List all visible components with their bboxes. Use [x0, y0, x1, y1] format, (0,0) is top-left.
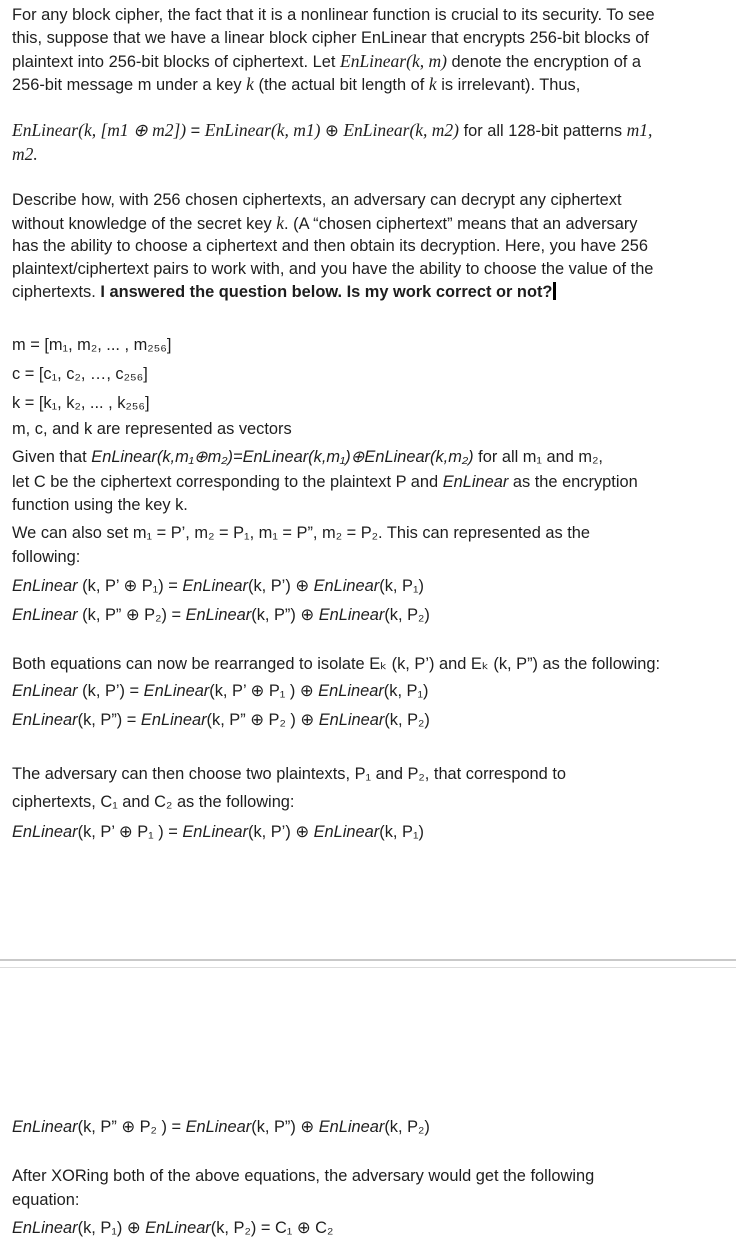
intro-line-4 [12, 73, 580, 97]
enlinear-label: EnLinear [313, 577, 380, 595]
eq-text: (k, P₂) [384, 1118, 430, 1136]
question-text: . (A “chosen ciphertext” means that an adversary [284, 215, 638, 233]
given-line [12, 446, 603, 469]
enlinear-label: EnLinear [12, 711, 78, 729]
question-line-5 [12, 281, 556, 304]
answer-text: Given that [12, 448, 92, 466]
enlinear-label: EnLinear [140, 711, 207, 729]
eq-text: (k, P”) = [77, 711, 141, 729]
k-vector: k = [k₁, k₂, ... , k₂₅₆] [12, 394, 150, 412]
math-r1: EnLinear(k, m1) [204, 120, 321, 140]
equation-2 [12, 604, 430, 627]
function-line: function using the key k. [12, 496, 188, 514]
enlinear-label: EnLinear [143, 682, 210, 700]
page-separator [0, 967, 736, 968]
enlinear-label: EnLinear [12, 577, 78, 595]
intro-line-1: For any block cipher, the fact that it is a nonlinear function is crucial to its security. To see [12, 6, 655, 24]
eq-text: (k, P₂) [384, 606, 430, 624]
enlinear-label: EnLinear [318, 682, 384, 700]
eq-text: (k, P’) = [77, 682, 144, 700]
enlinear-label: EnLinear [12, 1219, 78, 1237]
eq-text: (k, P₂) [384, 711, 430, 729]
enlinear-label: EnLinear [12, 1118, 78, 1136]
equation-1 [12, 575, 424, 598]
math-k: k [276, 213, 285, 233]
math-r2: EnLinear(k, m2) [343, 120, 460, 140]
eq-text: (k, P” ⊕ P₂ ) ⊕ [206, 711, 319, 729]
enlinear-label: EnLinear [12, 823, 78, 841]
math-enlinear: EnLinear(k, m) [340, 51, 447, 71]
eq-text: (k, P’ ⊕ P₁) = [77, 577, 183, 595]
eq-text: (k, P₁) [379, 577, 424, 595]
question-bold: I answered the question below. Is my work correct or not? [100, 283, 553, 301]
equation-3 [12, 680, 428, 703]
intro-text: plaintext into 256-bit blocks of ciphertext. Let [12, 53, 340, 71]
eq-text: (k, P₁) [379, 823, 424, 841]
vectors-note: m, c, and k are represented as vectors [12, 420, 292, 438]
eq-text: (k, P’ ⊕ P₁ ) = [77, 823, 183, 841]
question-text: without knowledge of the secret key [12, 215, 277, 233]
eq-text: (k, P₂) = C₁ ⊕ C₂ [210, 1219, 334, 1237]
eq-text: (k, P” ⊕ P₂ ) = [77, 1118, 186, 1136]
intro-text: is irrelevant). Thus, [436, 76, 581, 94]
question-line-4: plaintext/ciphertext pairs to work with, and you have the ability to choose the value of the [12, 260, 654, 278]
enlinear-label: EnLinear [313, 823, 380, 841]
enlinear-label: EnLinear [185, 1118, 252, 1136]
eq-text: (k, P’) ⊕ [247, 577, 314, 595]
math-k: k [246, 74, 254, 94]
equation-4 [12, 709, 430, 732]
equation-5 [12, 821, 424, 844]
question-text: ciphertexts. [12, 283, 101, 301]
set-line: We can also set m₁ = P’, m₂ = P₁, m₁ = P”, m₂ = P₂. This can represented as the [12, 524, 591, 542]
enlinear-label: EnLinear [182, 823, 248, 841]
answer-text: for all m₁ and m₂, [473, 448, 603, 466]
adversary-line-1: The adversary can then choose two plaintexts, P₁ and P₂, that correspond to [12, 765, 567, 783]
question-line-2 [12, 212, 638, 236]
intro-line-2: this, suppose that we have a linear block cipher EnLinear that encrypts 256-bit blocks of [12, 29, 649, 47]
linearity-equation [12, 119, 652, 143]
eq-text: (k, P”) ⊕ [251, 606, 319, 624]
enlinear-label: EnLinear [318, 711, 385, 729]
c-vector: c = [c₁, c₂, …, c₂₅₆] [12, 365, 148, 383]
equation-tail: for all 128-bit patterns [459, 122, 627, 140]
enlinear-label: EnLinear [185, 606, 252, 624]
equals-sign: = [186, 122, 205, 140]
enlinear-label: EnLinear [318, 1118, 385, 1136]
xor-line-2: equation: [12, 1191, 80, 1209]
enlinear-label: EnLinear [318, 606, 385, 624]
question-line-3: has the ability to choose a ciphertext and then obtain its decryption. Here, you have 256 [12, 237, 648, 255]
math-k: k [428, 74, 437, 94]
answer-text: as the encryption [508, 473, 638, 491]
eq-text: (k, P”) ⊕ [251, 1118, 319, 1136]
m-vector: m = [m₁, m₂, ... , m₂₅₆] [12, 336, 172, 354]
enlinear-label: EnLinear [442, 473, 509, 491]
eq-text: (k, P” ⊕ P₂) = [77, 606, 186, 624]
enlinear-label: EnLinear [12, 682, 78, 700]
math-m2: m2. [12, 144, 38, 164]
intro-line-3 [12, 50, 641, 74]
following-line: following: [12, 548, 81, 566]
equation-6 [12, 1116, 430, 1139]
linearity-equation-cont [12, 143, 38, 167]
enlinear-label: EnLinear [12, 606, 78, 624]
question-line-1: Describe how, with 256 chosen ciphertexts, an adversary can decrypt any ciphertext [12, 191, 622, 209]
intro-text: denote the encryption of a [446, 53, 642, 71]
page-separator [0, 959, 736, 961]
math-lhs: EnLinear(k, [m1 ⊕ m2]) [12, 120, 187, 140]
given-equation: EnLinear(k,m₁⊕m₂)=EnLinear(k,m₁)⊕EnLinear(k,m₂) [91, 448, 474, 466]
enlinear-label: EnLinear [145, 1219, 211, 1237]
math-m1: m1, [626, 120, 653, 140]
xor-line-1: After XORing both of the above equations, the adversary would get the following [12, 1167, 595, 1185]
eq-text: (k, P₁) ⊕ [77, 1219, 146, 1237]
eq-text: (k, P’ ⊕ P₁ ) ⊕ [209, 682, 319, 700]
intro-text: (the actual bit length of [253, 76, 429, 94]
xor-sign: ⊕ [320, 122, 344, 140]
final-equation [12, 1217, 333, 1240]
adversary-line-2: ciphertexts, C₁ and C₂ as the following: [12, 793, 295, 811]
answer-text: let C be the ciphertext corresponding to the plaintext P and [12, 473, 443, 491]
enlinear-label: EnLinear [182, 577, 248, 595]
eq-text: (k, P₁) [383, 682, 429, 700]
rearrange-line: Both equations can now be rearranged to isolate Eₖ (k, P’) and Eₖ (k, P”) as the following: [12, 655, 661, 673]
intro-text: 256-bit message m under a key [12, 76, 247, 94]
eq-text: (k, P’) ⊕ [247, 823, 314, 841]
let-c-line [12, 471, 638, 494]
text-cursor [553, 282, 556, 300]
